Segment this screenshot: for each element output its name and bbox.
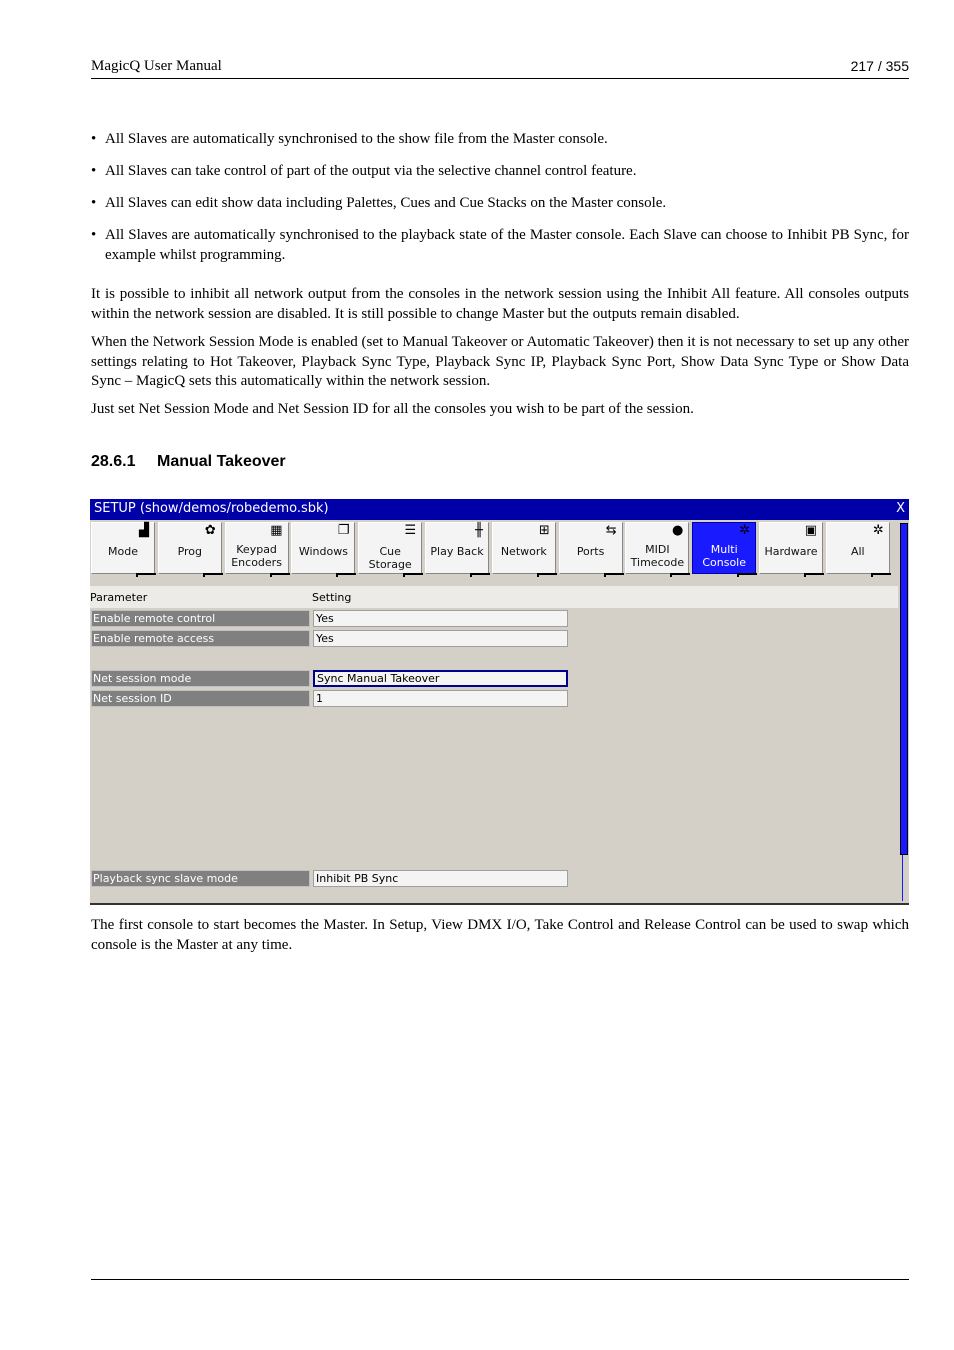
palette-icon: ✿ <box>204 523 216 538</box>
usb-icon: ⇆ <box>605 523 617 538</box>
list-item: • All Slaves are automatically synchronised to the show file from the Master console. <box>91 129 909 149</box>
gear-icon: ✲ <box>872 523 884 538</box>
setting-cell[interactable]: Yes <box>313 610 568 627</box>
paragraph-set-id: Just set Net Session Mode and Net Session ID for all the consoles you wish to be part of the session. <box>91 401 694 417</box>
section-heading <box>91 453 286 471</box>
tab-tick-mark <box>270 573 290 577</box>
tab-ports[interactable] <box>559 522 623 574</box>
tab-keypad-encoders[interactable] <box>225 522 289 574</box>
windows-icon: ❐ <box>337 523 350 538</box>
tab-label: Ports <box>576 545 605 558</box>
midi-icon: ● <box>672 523 684 538</box>
parameter-cell: Playback sync slave mode <box>91 870 310 887</box>
section-title: Manual Takeover <box>157 453 286 470</box>
close-button[interactable]: X <box>896 501 905 516</box>
window-title: SETUP (show/demos/robedemo.sbk) <box>94 501 329 516</box>
tab-label: Mode <box>108 545 138 558</box>
setting-cell[interactable]: Yes <box>313 630 568 647</box>
tab-label: Cue Storage <box>368 545 412 571</box>
paragraph-inhibit: It is possible to inhibit all network output from the consoles in the network session using the Inhibit All feature. All consoles outputs within the network session are disabled. It is still possible to change Master but the outputs remain disabled. <box>91 286 909 322</box>
list-item: • All Slaves are automatically synchronised to the playback state of the Master console. Each Slave can choose to Inhibit PB Sync, for example whilst programming. <box>91 225 909 265</box>
database-icon: ☰ <box>404 523 417 538</box>
tab-label: Multi Console <box>702 543 747 569</box>
parameter-cell: Enable remote access <box>91 630 310 647</box>
window-titlebar <box>90 499 909 520</box>
tab-label: Hardware <box>764 545 818 558</box>
tab-tick-mark <box>203 573 223 577</box>
keypad-icon: ▦ <box>270 523 283 538</box>
column-setting: Setting <box>312 591 352 604</box>
tab-tick-mark <box>470 573 490 577</box>
setting-cell[interactable]: Inhibit PB Sync <box>313 870 568 887</box>
tab-label: Prog <box>177 545 203 558</box>
tab-prog[interactable] <box>158 522 222 574</box>
tab-windows[interactable] <box>291 522 355 574</box>
tab-tick-mark <box>871 573 891 577</box>
tab-label: Network <box>500 545 547 558</box>
manual-title: MagicQ User Manual <box>91 58 222 74</box>
tab-tick-mark <box>804 573 824 577</box>
grid-header <box>90 586 898 608</box>
tab-label: Keypad Encoders <box>231 543 282 569</box>
tab-cue-storage[interactable] <box>358 522 422 574</box>
paragraph-master: The first console to start becomes the Master. In Setup, View DMX I/O, Take Control and Release Control can be used to swap which console is the Master at any time. <box>91 917 909 953</box>
tab-label: All <box>850 545 865 558</box>
page-header <box>91 58 909 79</box>
tab-mode[interactable] <box>91 522 155 574</box>
parameter-cell: Net session mode <box>91 670 310 687</box>
scrollbar-track <box>902 855 903 901</box>
bullet-list <box>91 129 909 277</box>
tab-tick-mark <box>604 573 624 577</box>
tab-label: MIDI Timecode <box>630 543 685 569</box>
setup-window-screenshot <box>90 499 909 905</box>
tab-label: Play Back <box>430 545 484 558</box>
figure-icon: ▟ <box>139 523 149 538</box>
tab-tick-mark <box>737 573 757 577</box>
chip-icon: ▣ <box>804 523 817 538</box>
setting-cell[interactable]: 1 <box>313 690 568 707</box>
tab-tick-mark <box>537 573 557 577</box>
parameter-cell: Net session ID <box>91 690 310 707</box>
list-item: • All Slaves can edit show data including Palettes, Cues and Cue Stacks on the Master console. <box>91 193 909 213</box>
setup-toolbar <box>90 520 898 578</box>
tab-midi-timecode[interactable] <box>625 522 689 574</box>
column-parameter: Parameter <box>90 591 148 604</box>
tab-tick-mark <box>670 573 690 577</box>
tab-hardware[interactable] <box>759 522 823 574</box>
vertical-scrollbar[interactable] <box>900 523 908 855</box>
parameter-cell: Enable remote control <box>91 610 310 627</box>
footer-divider <box>91 1279 909 1280</box>
section-number: 28.6.1 <box>91 453 136 470</box>
paragraph-session-mode: When the Network Session Mode is enabled (set to Manual Takeover or Automatic Takeover) then it is not necessary to set up any other settings relating to Hot Takeover, Playback Sync Type, Playback Sync IP, Playback Sync Port, Show Data Sync Type or Show Data Sync – MagicQ sets this automatically within the network session. <box>91 334 909 389</box>
tab-multi-console[interactable] <box>692 522 756 574</box>
setting-cell-selected[interactable]: Sync Manual Takeover <box>313 670 568 687</box>
list-item: • All Slaves can take control of part of the output via the selective channel control feature. <box>91 161 909 181</box>
tab-network[interactable] <box>492 522 556 574</box>
tab-label: Windows <box>298 545 348 558</box>
tab-play-back[interactable] <box>425 522 489 574</box>
tab-all[interactable] <box>826 522 890 574</box>
tab-tick-mark <box>136 573 156 577</box>
tab-tick-mark <box>403 573 423 577</box>
faders-icon: ╫ <box>475 523 483 538</box>
page-number: 217 / 355 <box>850 58 909 74</box>
tab-tick-mark <box>336 573 356 577</box>
gear-icon: ✲ <box>739 523 751 538</box>
network-icon: ⊞ <box>538 523 550 538</box>
